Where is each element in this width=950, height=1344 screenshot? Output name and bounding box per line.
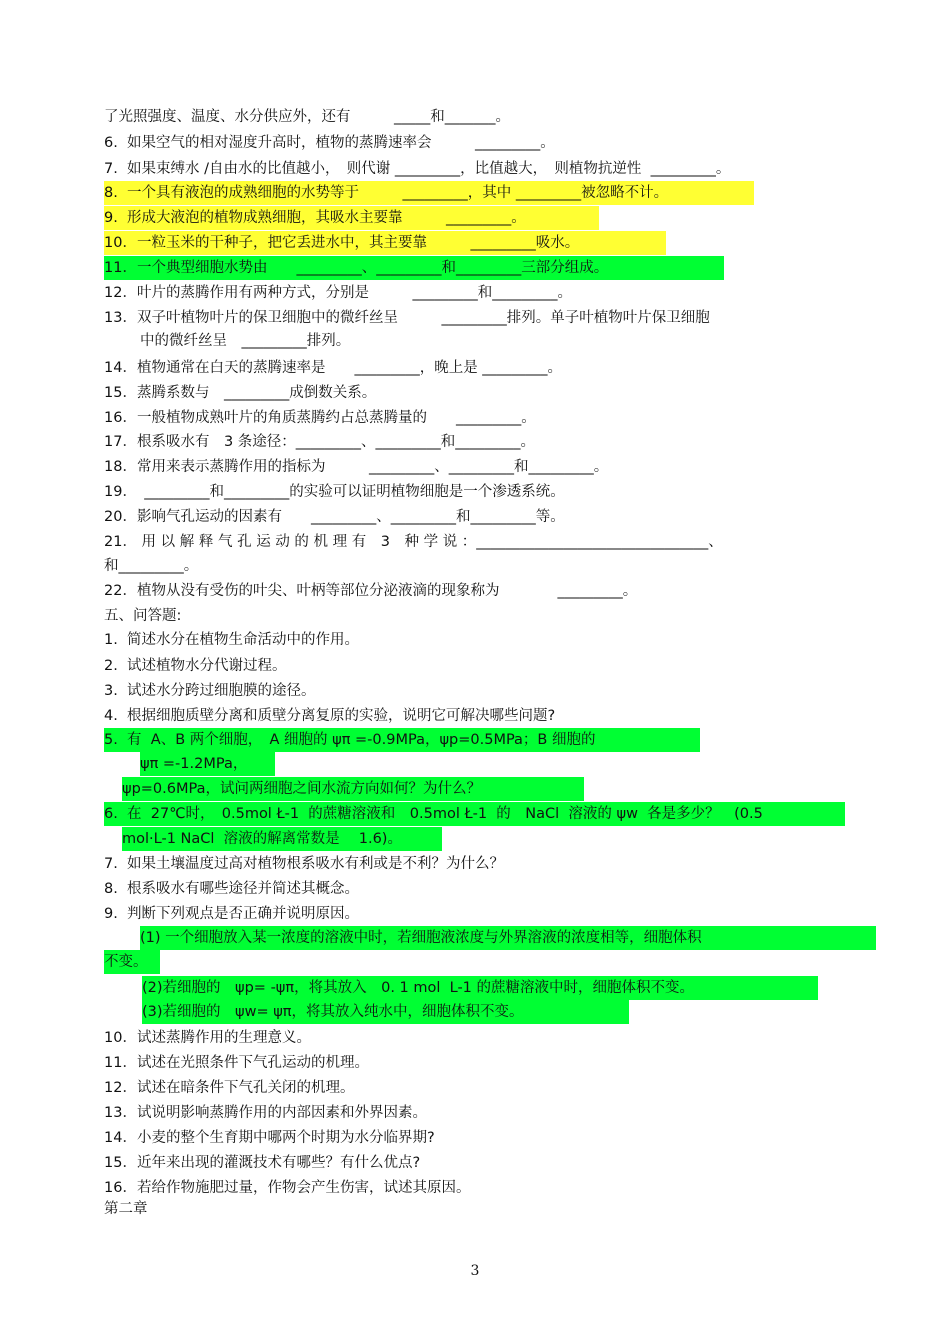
text-line: 10．试述蒸腾作用的生理意义。 (104, 1030, 311, 1046)
text-line: 16．一般植物成熟叶片的角质蒸腾约占总蒸腾量的 _________。 (104, 410, 536, 426)
text-line: 17．根系吸水有 3 条途径：_________、_________和_________。 (104, 434, 536, 450)
text-line: 14．植物通常在白天的蒸腾速率是 _________，晚上是 _________。 (104, 360, 563, 376)
text-line: 15．近年来出现的灌溉技术有哪些？有什么优点? (104, 1155, 421, 1171)
text-line: 11．试述在光照条件下气孔运动的机理。 (104, 1055, 369, 1071)
section-heading: 五、问答题: (104, 608, 182, 624)
chapter-heading: 第二章 (104, 1201, 148, 1217)
text-line: 2. 试述植物水分代谢过程。 (104, 658, 287, 674)
highlighted-line: (1) 一个细胞放入某一浓度的溶液中时，若细胞液浓度与外界溶液的浓度相等，细胞体积 (140, 926, 876, 950)
text-line: 8. 根系吸水有哪些途径并简述其概念。 (104, 881, 360, 897)
highlighted-line: 5. 有 A、B 两个细胞， A 细胞的 ψπ =-0.9MPa，ψp=0.5MPa；B 细胞的 (104, 728, 700, 752)
text-line: 18．常用来表示蒸腾作用的指标为 _________、_________和_________。 (104, 459, 609, 475)
highlighted-line: 11．一个典型细胞水势由 _________、_________和_________三部分组成。 (104, 256, 724, 280)
text-line: 4. 根据细胞质壁分离和质壁分离复原的实验，说明它可解决哪些问题? (104, 708, 556, 724)
highlighted-line: ψp=0.6MPa，试问两细胞之间水流方向如何？为什么？ (122, 777, 584, 801)
highlighted-line: mol·L-1 NaCl 溶液的解离常数是 1.6)。 (122, 827, 442, 851)
highlighted-line: 不变。 (104, 950, 160, 974)
text-line: 19． _________和_________的实验可以证明植物细胞是一个渗透系统。 (104, 484, 565, 500)
text-line: 13．试说明影响蒸腾作用的内部因素和外界因素。 (104, 1105, 427, 1121)
text-line: 15．蒸腾系数与 _________成倒数关系。 (104, 385, 377, 401)
highlighted-line: 9. 形成大液泡的植物成熟细胞，其吸水主要靠 _________。 (104, 206, 599, 230)
highlighted-line: (2)若细胞的 ψp= -ψπ，将其放入 0. 1 mol L-1 的蔗糖溶液中时，细胞体积不变。 (142, 976, 818, 1000)
text-line: 7. 如果束缚水 /自由水的比值越小， 则代谢 _________，比值越大， 则植物抗逆性 _________。 (104, 161, 731, 177)
text-line: 6. 如果空气的相对湿度升高时，植物的蒸腾速率会 _________。 (104, 135, 555, 151)
text-line: 21． 用 以 解 释 气 孔 运 动 的 机 理 有 3 种 学 说 ：________________________________、 (104, 534, 723, 550)
text-line: 中的微纤丝呈 _________排列。 (140, 333, 351, 349)
text-line: 22．植物从没有受伤的叶尖、叶柄等部位分泌液滴的现象称为 _________。 (104, 583, 638, 599)
highlighted-line: 10．一粒玉米的干种子，把它丢进水中，其主要靠 _________吸水。 (104, 231, 666, 255)
text-line: 20．影响气孔运动的因素有 _________、_________和_________等。 (104, 509, 565, 525)
text-line: 1. 简述水分在植物生命活动中的作用。 (104, 632, 360, 648)
text-line: 和_________。 (104, 558, 199, 574)
page-number: 3 (470, 1263, 480, 1279)
highlighted-line: 8. 一个具有液泡的成熟细胞的水势等于 _________，其中 _________被忽略不计。 (104, 181, 754, 205)
text-line: 12．试述在暗条件下气孔关闭的机理。 (104, 1080, 355, 1096)
text-line: 7. 如果土壤温度过高对植物根系吸水有利或是不利？为什么？ (104, 856, 505, 872)
highlighted-line: (3)若细胞的 ψw= ψπ，将其放入纯水中，细胞体积不变。 (142, 1000, 629, 1024)
text-line: 12．叶片的蒸腾作用有两种方式，分别是 _________和_________。 (104, 285, 572, 301)
highlighted-line: 6. 在 27℃时， 0.5mol Ł-1 的蔗糖溶液和 0.5mol Ł-1 的 NaCl 溶液的 ψw 各是多少？ (0.5 (104, 802, 845, 826)
text-line: 了光照强度、温度、水分供应外，还有 _____和_______。 (104, 109, 510, 125)
text-line: 3. 试述水分跨过细胞膜的途径。 (104, 683, 316, 699)
text-line: 16．若给作物施肥过量，作物会产生伤害，试述其原因。 (104, 1180, 471, 1196)
text-line: 9. 判断下列观点是否正确并说明原因。 (104, 906, 360, 922)
text-line: 13．双子叶植物叶片的保卫细胞中的微纤丝呈 _________排列。单子叶植物叶片保卫细胞 (104, 310, 710, 326)
highlighted-line: ψπ =-1.2MPa， (140, 752, 275, 776)
text-line: 14．小麦的整个生育期中哪两个时期为水分临界期? (104, 1130, 435, 1146)
